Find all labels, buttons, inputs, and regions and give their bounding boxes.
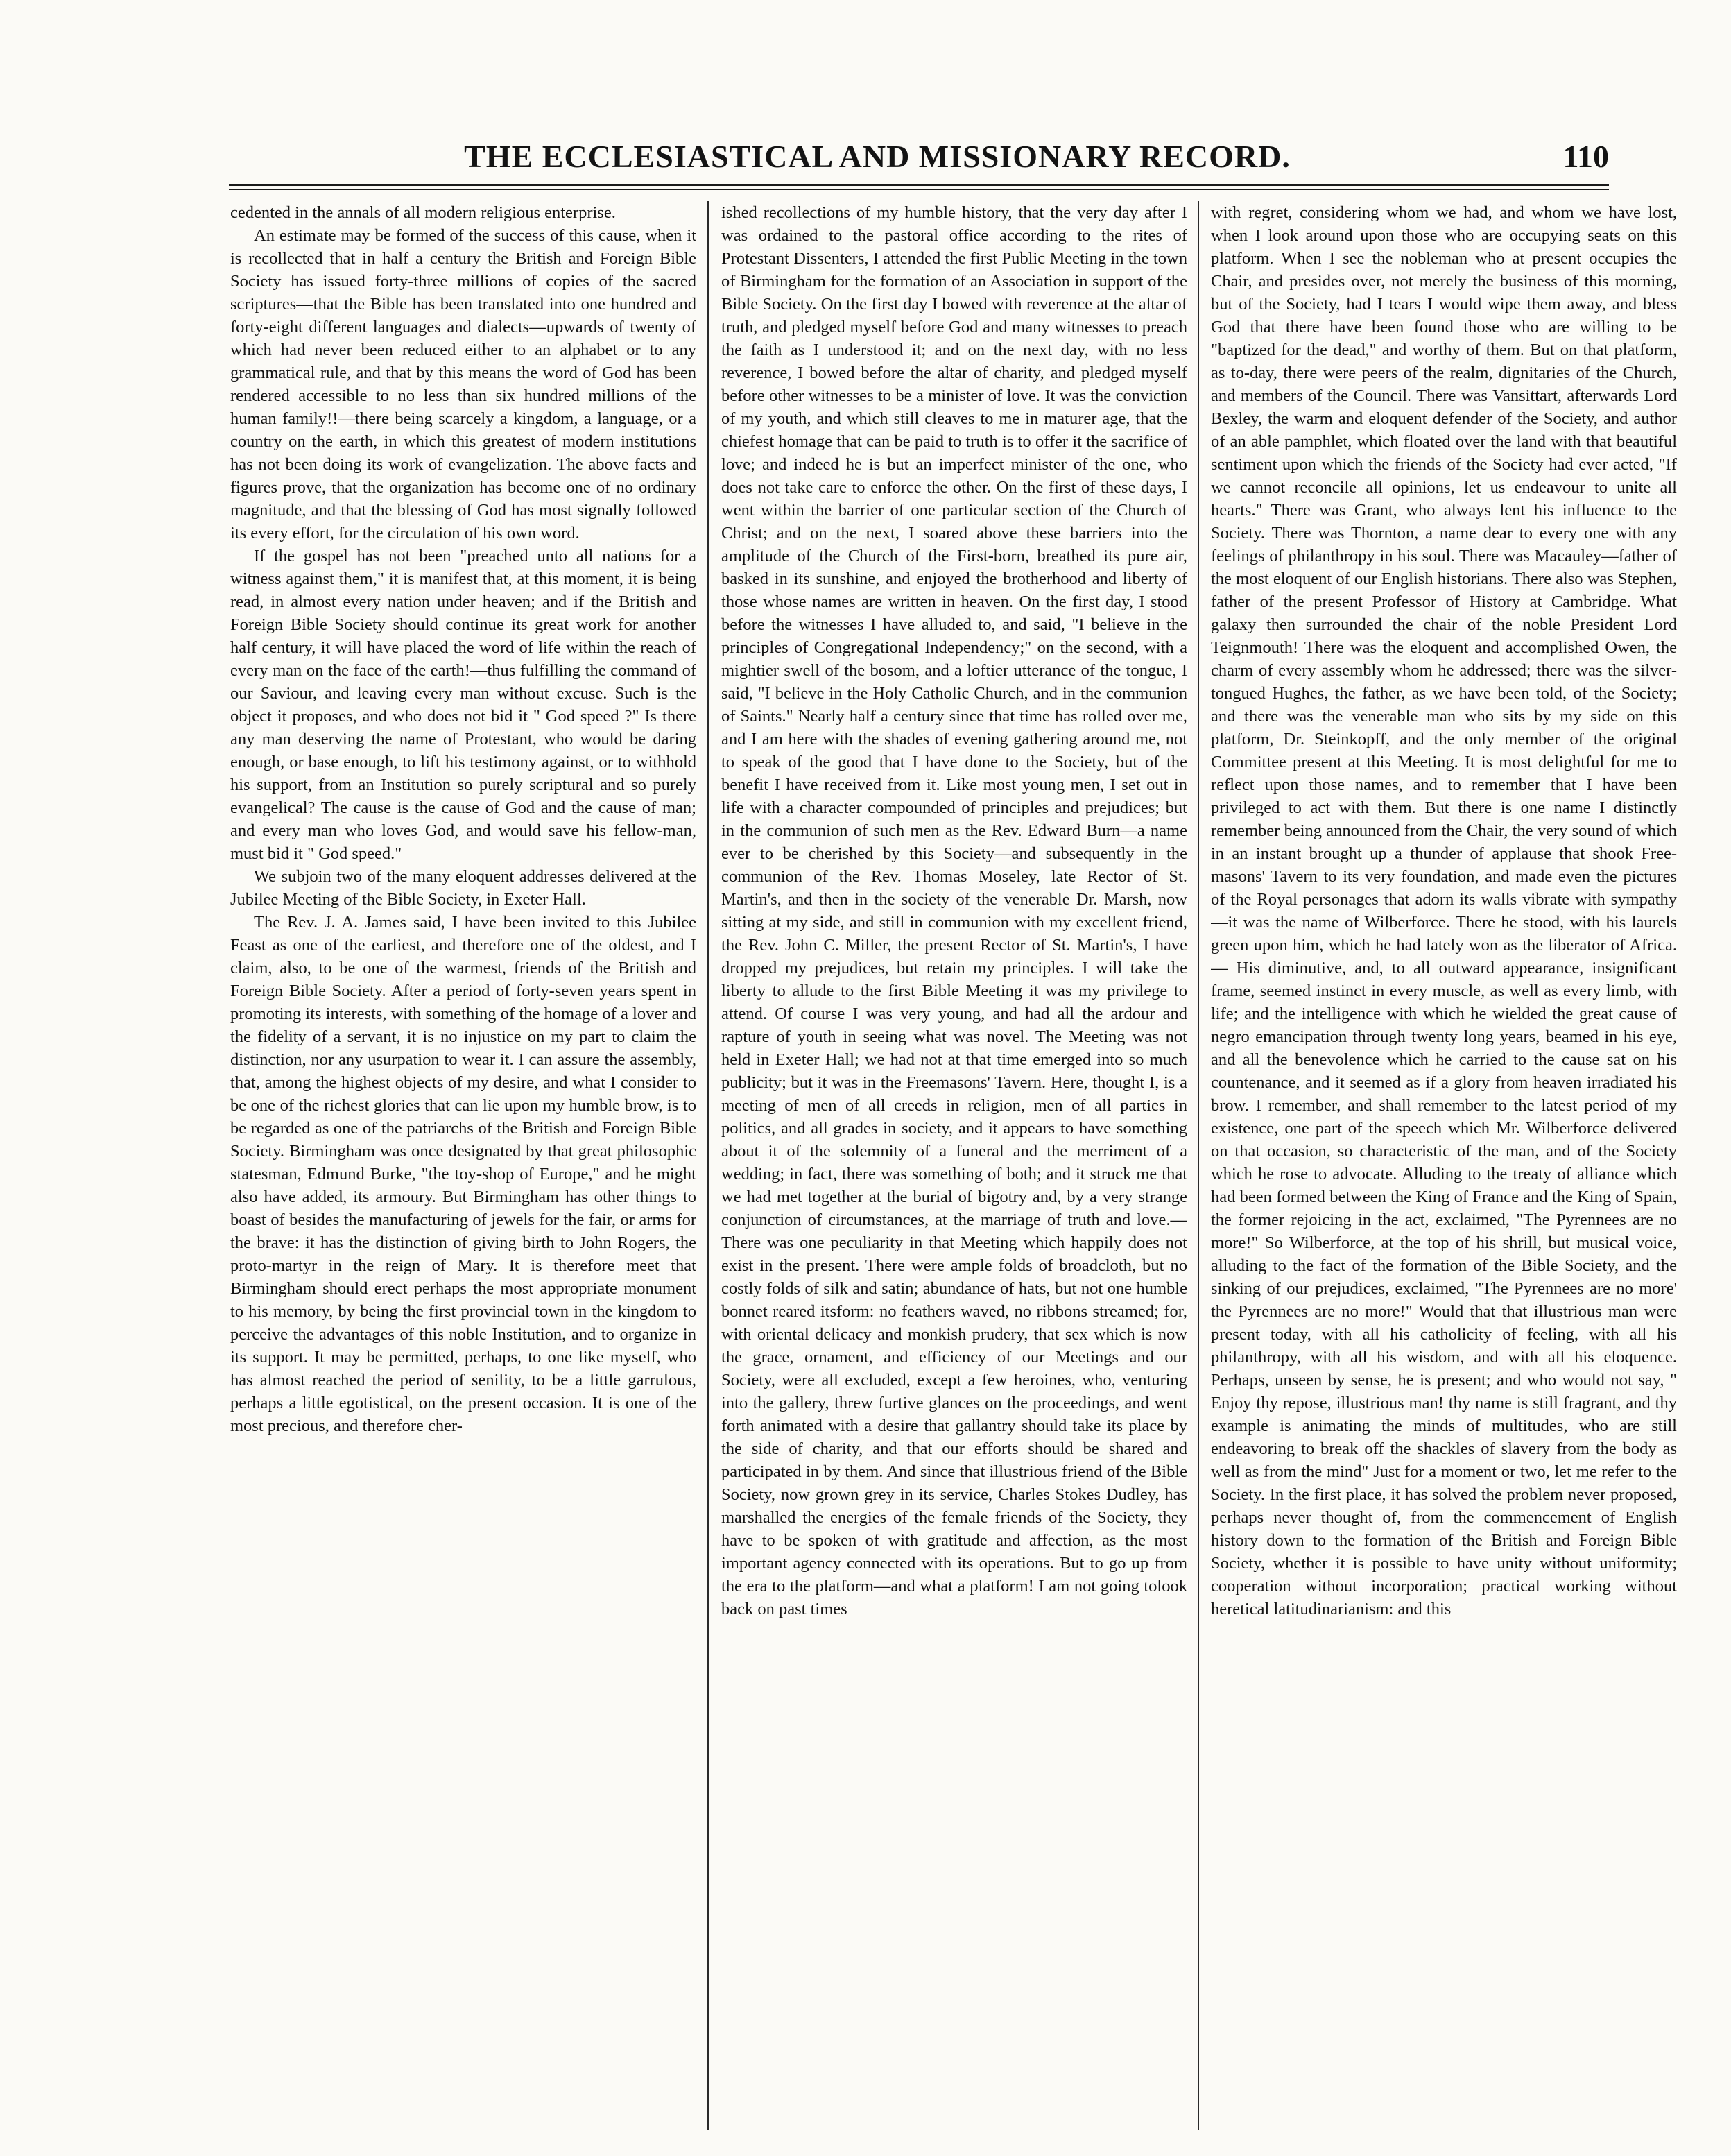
- column-divider: [707, 201, 709, 2130]
- text-column-2: [721, 201, 1187, 2137]
- header-rule-thin: [229, 189, 1609, 190]
- paragraph: We subjoin two of the many eloquent addresses delivered at the Jubilee Meeting of the Bible Society, in Exeter Hall.: [230, 867, 696, 909]
- header-rule-thick: [229, 184, 1609, 186]
- text-column-3: [1211, 201, 1677, 2137]
- paragraph: An estimate may be formed of the success of this cause, when it is recollected that in half a century the British and Foreign Bible Society has issued forty-three millions of copies of the sacred scriptures—that the Bible has been translated into one hundred and forty-eight different languages and dialects—upwards of twenty of which had never been reduced either to an alphabet or to any grammatical rule, and that by this means the word of God has been rendered accessible to no less than six hundred millions of the human family!!—there being scarcely a kingdom, a language, or a country on the earth, in which this greatest of modern institutions has not been doing its work of evangelization. The above facts and figures prove, that the organization has become one of no ordinary magnitude, and that the blessing of God has most signally followed its every effort, for the circulation of his own word.: [230, 226, 696, 542]
- running-header: [229, 136, 1609, 178]
- paragraph: The Rev. J. A. James said, I have been invited to this Jubilee Feast as one of the earliest, and therefore one of the oldest, and I claim, also, to be one of the warmest, friends of the British and Foreign Bible Society. After a period of forty-seven years spent in promoting its interests, with something of the homage of a lover and the fidelity of a servant, it is no injustice on my part to claim the distinction, nor any usurpation to wear it. I can assure the assembly, that, among the highest objects of my desire, and what I consider to be one of the richest glories that can lie upon my humble brow, is to be regarded as one of the patriarchs of the British and Foreign Bible Society. Birmingham was once designated by that great philosophic statesman, Edmund Burke, "the toy-shop of Europe," and he might also have added, its armoury. But Birmingham has other things to boast of besides the manufacturing of jewels for the fair, or arms for the brave: it has the distinction of giving birth to John Rogers, the proto-martyr in the reign of Mary. It is therefore meet that Birmingham should erect perhaps the most appropriate monument to his memory, by being the first provincial town in the kingdom to perceive the advantages of this noble Institution, and to organize in its support. It may be permitted, perhaps, to one like myself, who has almost reached the period of senility, to be a little garrulous, perhaps a little egotistical, on the present occasion. It is one of the most precious, and therefore cher-: [230, 913, 696, 1435]
- column-divider: [1198, 201, 1199, 2130]
- paragraph: cedented in the annals of all modern religious enterprise.: [230, 203, 616, 222]
- page-number: 110: [1562, 139, 1609, 174]
- paragraph: If the gospel has not been "preached unto all nations for a witness against them," it is manifest that, at this moment, it is being read, in almost every nation under heaven; and if the British and Foreign Bible Society should continue its great work for another half century, it will have placed the word of life within the reach of every man on the face of the earth!—thus fulfilling the command of our Saviour, and leaving every man without excuse. Such is the object it proposes, and who does not bid it " God speed ?" Is there any man deserving the name of Protestant, who would be daring enough, or base enough, to lift his testimony against, or to withhold his support, from an Institution so purely scriptural and so purely evangelical? The cause is the cause of God and the cause of man; and every man who loves God, and would save his fellow-man, must bid it " God speed.": [230, 547, 696, 863]
- text-column-1: [230, 201, 696, 2137]
- publication-title: THE ECCLESIASTICAL AND MISSIONARY RECORD.: [464, 139, 1291, 174]
- paragraph: ished recollections of my humble history, that the very day after I was ordained to the pastoral office according to the rites of Protestant Dissenters, I attended the first Public Meeting in the town of Birmingham for the formation of an Association in support of the Bible Society. On the first day I bowed with reverence at the altar of truth, and pledged myself before God and many witnesses to preach the faith as I understood it; and on the next day, with no less reverence, I bowed before the altar of charity, and pledged myself before other witnesses to be a minister of love. It was the conviction of my youth, and which still cleaves to me in maturer age, that the chiefest homage that can be paid to truth is to offer it the sacrifice of love; and indeed he is but an imperfect minister of the one, who does not take care to enforce the other. On the first of these days, I went within the barrier of one particular section of the Church of Christ; and on the next, I soared above these barriers into the amplitude of the Church of the First-born, breathed its pure air, basked in its sunshine, and enjoyed the brotherhood and liberty of those whose names are written in heaven. On the first day, I stood before the witnesses I have alluded to, and said, "I believe in the principles of Congregational Independency;" on the second, with a mightier swell of the bosom, and a loftier utterance of the tongue, I said, "I believe in the Holy Catholic Church, and in the communion of Saints." Nearly half a century since that time has rolled over me, and I am here with the shades of evening gathering around me, not to speak of the good that I have done to the Society, but of the benefit I have received from it. Like most young men, I set out in life with a character compounded of principles and prejudices; but in the communion of such men as the Rev. Edward Burn—a name ever to be cherished by this Society—and subsequently in the communion of the Rev. Thomas Moseley, late Rector of St. Martin's, and then in the society of the venerable Dr. Marsh, now sitting at my side, and still in communion with my excellent friend, the Rev. John C. Miller, the present Rector of St. Martin's, I have dropped my prejudices, but retain my principles. I will take the liberty to allude to the first Bible Meeting it was my privilege to attend. Of course I was very young, and had all the ardour and rapture of youth in seeing what was novel. The Meeting was not held in Exeter Hall; we had not at that time emerged into so much publicity; but it was in the Freemasons' Tavern. Here, thought I, is a meeting of men of all creeds in religion, men of all parties in politics, and all grades in society, and it appears to have something about it of the solemnity of a funeral and the merriment of a wedding; in fact, there was something of both; and it struck me that we had met together at the burial of bigotry and, by a very strange conjunction of circumstances, at the marriage of truth and love.— There was one peculiarity in that Meeting which happily does not exist in the present. There were ample folds of broadcloth, but no costly folds of silk and satin; abundance of hats, but not one humble bonnet reared itsform: no feathers waved, no ribbons streamed; for, with oriental delicacy and monkish prudery, that sex which is now the grace, ornament, and efficiency of our Meetings and our Society, were all excluded, except a few heroines, who, venturing into the gallery, threw furtive glances on the proceedings, and went forth animated with a desire that gallantry should take its place by the side of charity, and that our efforts should be shared and participated in by them. And since that illustrious friend of the Bible Society, now grown grey in its service, Charles Stokes Dudley, has marshalled the energies of the female friends of the Society, they have to be spoken of with gratitude and affection, as the most important agency connected with its operations. But to go up from the era to the platform—and what a platform! I am not going tolook back on past times: [721, 203, 1187, 1618]
- paragraph: with regret, considering whom we had, and whom we have lost, when I look around upon those who are occupying seats on this platform. When I see the nobleman who at present occupies the Chair, and presides over, not merely the business of this morning, but of the Society, had I tears I would wipe them away, and bless God that there have been found those who are willing to be "baptized for the dead," and worthy of them. But on that platform, as to-day, there were peers of the realm, dignitaries of the Church, and members of the Council. There was Vansittart, afterwards Lord Bexley, the warm and eloquent defender of the Society, and author of an able pamphlet, which floated over the land with that beautiful sentiment upon which the friends of the Society had ever acted, "If we cannot reconcile all opinions, let us endeavour to unite all hearts." There was Grant, who always lent his influence to the Society. There was Thornton, a name dear to every one with any feelings of philanthropy in his soul. There was Macauley—father of the most eloquent of our English historians. There also was Stephen, father of the present Professor of History at Cambridge. What galaxy then surrounded the chair of the noble President Lord Teignmouth! There was the eloquent and accomplished Owen, the charm of every assembly whom he addressed; there was the silver-tongued Hughes, the father, as we have been told, of the Society; and there was the venerable man who sits by my side on this platform, Dr. Steinkopff, and the only member of the original Committee present at this Meeting. It is most delightful for me to reflect upon those names, and to remember that I have been privileged to act with them. But there is one name I distinctly remember being announced from the Chair, the very sound of which in an instant brought up a thunder of applause that shook Free-masons' Tavern to its very foundation, and made even the pictures of the Royal personages that adorn its walls vibrate with sympathy—it was the name of Wilberforce. There he stood, with his laurels green upon him, which he had lately won as the liberator of Africa.— His diminutive, and, to all outward appearance, insignificant frame, seemed instinct in every muscle, as well as every limb, with life; and the intelligence with which he wielded the great cause of negro emancipation through twenty long years, beamed in his eye, and all the benevolence which he carried to the cause sat on his countenance, and it seemed as if a glory from heaven irradiated his brow. I remember, and shall remember to the latest period of my existence, one part of the speech which Mr. Wilberforce delivered on that occasion, so characteristic of the man, and of the Society which he rose to advocate. Alluding to the treaty of alliance which had been formed between the King of France and the King of Spain, the former rejoicing in the act, exclaimed, "The Pyrennees are no more!" So Wilberforce, at the top of his shrill, but musical voice, alluding to the fact of the formation of the Bible Society, and the sinking of our prejudices, exclaimed, "The Pyrennees are no more' the Pyrennees are no more!" Would that that illustrious man were present today, with all his catholicity of feeling, with all his philanthropy, with all his wisdom, and with all his eloquence. Perhaps, unseen by sense, he is present; and who would not say, " Enjoy thy repose, illustrious man! thy name is still fragrant, and thy example is animating the minds of multitudes, who are still endeavoring to break off the shackles of slavery from the body as well as from the mind" Just for a moment or two, let me refer to the Society. In the first place, it has solved the problem never proposed, perhaps never thought of, from the commencement of English history down to the formation of the British and Foreign Bible Society, whether it is possible to have unity without uniformity; cooperation without incorporation; practical working without heretical latitudinarianism: and this: [1211, 203, 1677, 1618]
